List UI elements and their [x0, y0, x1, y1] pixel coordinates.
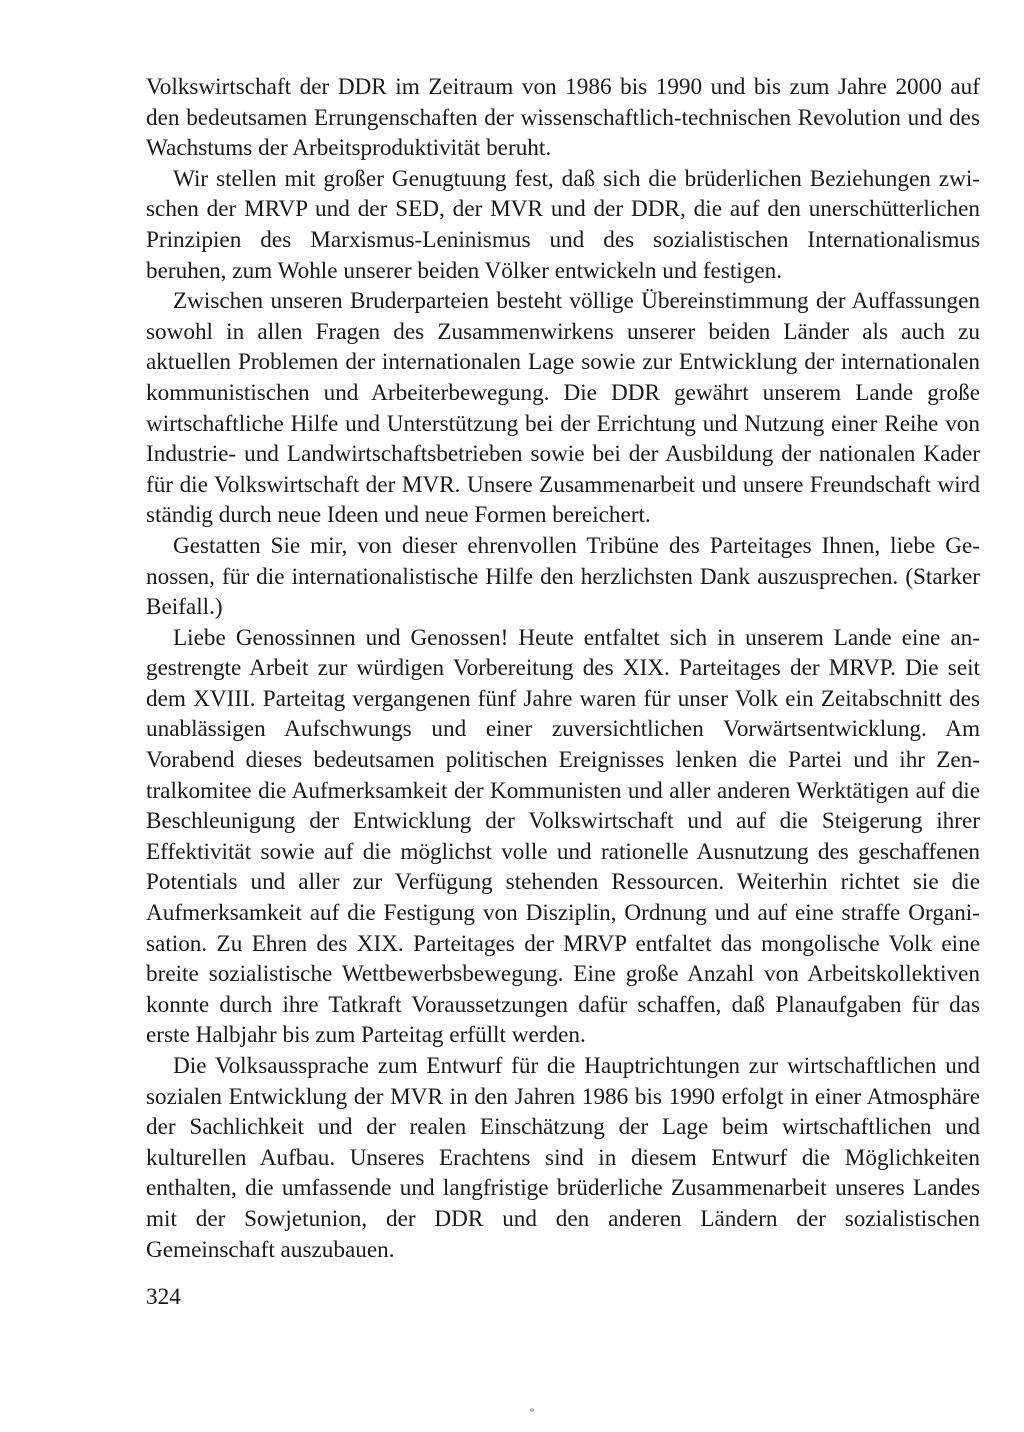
page-body [146, 72, 980, 1265]
scan-speck [530, 1408, 534, 1412]
page-number: 324 [146, 1284, 181, 1310]
paragraph-5: Liebe Genossinnen und Genossen! Heute entfaltet sich in unserem Lande eine angestrengte Arbeit zur würdigen Vorbereitung des XIX. Parteitages der MRVP. Die seit dem XVIII. Parteitag vergangenen fünf Jahre waren für unser Volk ein Zeitabschnitt des unablässigen Aufschwungs und einer zuversichtlichen Vorwärtsentwicklung. Am Vorabend dieses bedeutsamen politischen Ereignisses lenken die Partei und ihr Zentralkomitee die Aufmerksamkeit der Kommunisten und aller anderen Werktätigen auf die Beschleunigung der Entwicklung der Volkswirtschaft und auf die Steigerung ihrer Effektivität sowie auf die möglichst volle und rationelle Ausnutzung des geschaffenen Potentials und aller zur Verfügung stehenden Ressourcen. Weiterhin richtet sie die Aufmerksamkeit auf die Festigung von Disziplin, Ordnung und auf eine straffe Organisation. Zu Ehren des XIX. Parteitages der MRVP entfaltet das mongolische Volk eine breite sozialistische Wettbewerbsbewegung. Eine große Anzahl von Arbeitskollektiven konnte durch ihre Tatkraft Voraussetzungen dafür schaffen, daß Planaufgaben für das erste Halbjahr bis zum Parteitag erfüllt werden. [146, 624, 980, 1049]
paragraph-1: Volkswirtschaft der DDR im Zeitraum von 1986 bis 1990 und bis zum Jahre 2000 auf den bedeutsamen Errungenschaften der wissenschaftlich-technischen Revolution und des Wachstums der Arbeitsproduktivität beruht. [146, 74, 980, 162]
paragraph-4: Gestatten Sie mir, von dieser ehrenvollen Tribüne des Parteitages Ihnen, liebe Genossen, für die internationalistische Hilfe den herzlichsten Dank auszusprechen. (Starker Beifall.) [146, 532, 980, 621]
paragraph-6: Die Volksaussprache zum Entwurf für die Hauptrichtungen zur wirtschaftlichen und sozialen Entwicklung der MVR in den Jahren 1986 bis 1990 erfolgt in einer Atmosphäre der Sachlichkeit und der realen Einschätzung der Lage beim wirtschaftlichen und kulturellen Aufbau. Unseres Erachtens sind in diesem Entwurf die Möglichkeiten enthalten, die umfassende und langfristige brüderliche Zusammenarbeit unseres Landes mit der Sowjetunion, der DDR und den anderen Ländern der sozialistischen Gemeinschaft auszubauen. [146, 1053, 980, 1263]
paragraph-3: Zwischen unseren Bruderparteien besteht völlige Übereinstimmung der Auffassungen sowohl in allen Fragen des Zusammenwirkens unserer beiden Länder als auch zu aktuellen Problemen der internationalen Lage sowie zur Entwicklung der internationalen kommunistischen und Arbeiterbewegung. Die DDR gewährt unserem Lande große wirtschaftliche Hilfe und Unterstützung bei der Errichtung und Nutzung einer Reihe von Industrie- und Landwirtschaftsbetrieben sowie bei der Ausbildung der nationalen Kader für die Volkswirtschaft der MVR. Unsere Zusammenarbeit und unsere Freundschaft wird ständig durch neue Ideen und neue Formen bereichert. [146, 288, 980, 529]
paragraph-2: Wir stellen mit großer Genugtuung fest, daß sich die brüderlichen Beziehungen zwischen der MRVP und der SED, der MVR und der DDR, die auf den unerschütterlichen Prinzipien des Marxismus-Leninismus und des sozialistischen Internationalismus beruhen, zum Wohle unserer beiden Völker entwickeln und festigen. [146, 165, 980, 284]
